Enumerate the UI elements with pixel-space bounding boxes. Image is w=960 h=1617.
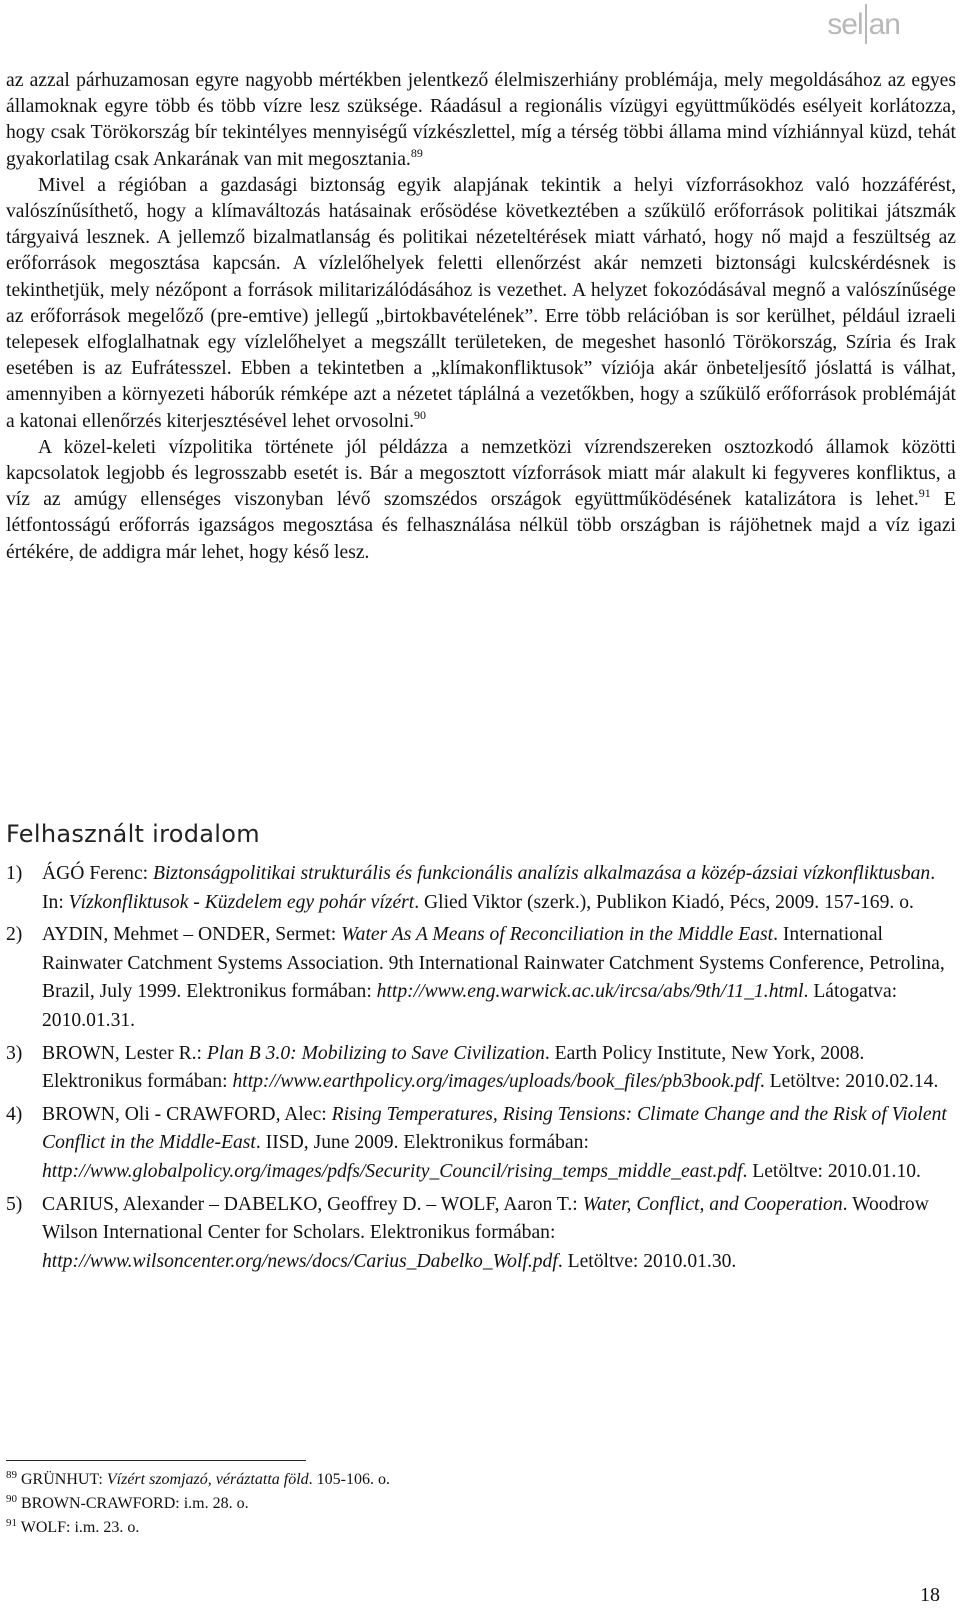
paragraph-2: Mivel a régióban a gazdasági biztonság egyik alapjának tekintik a helyi vízforrásokhoz való hozzáférést, valószínűsíthető, hogy a klímaváltozás hatásainak erősödése következtében a szűkülő erőforrások politikai játszmák tárgyaivá lesznek. A jellemző bizalmatlanság és politikai nézeteltérések miatt várható, hogy nő majd a feszültség az erőforrások megosztása kapcsán. A vízlelőhelyek feletti ellenőrzést akár nemzeti biztonsági kulcskérdésnek is tekinthetjük, mely nézőpont a források militarizálódásához is vezethet. A helyzet fokozódásával megnő a valószínűsége az erőforrások megelőző (pre-emtive) jellegű „birtokbavételének”. Erre több relációban is sor kerülhet, például izraeli telepesek elfoglalhatnak egy vízlelőhelyet a megszállt területeken, de megeshet hasonló Törökország, Szíria és Irak esetében is az Eufrátesszel. Ebben a tekintetben a „klímakonfliktusok” víziója akár önbeteljesítő jóslattá is válhat, amennyiben a környezeti háborúk rémképe azt a nézetet táplálná a vezetőkben, hogy a szűkülő erőforrások problémáját a katonai ellenőrzés kiterjesztésével lehet orvosolni.$^{90}$ <box>6 174 956 432</box>
reference-url[interactable]: http://www.earthpolicy.org/images/uploads/book_files/pb3book.pdf <box>232 1071 760 1093</box>
publisher-logo <box>827 4 900 44</box>
section-title: Felhasznált irodalom <box>6 820 260 848</box>
reference-item: 5) CARIUS, Alexander – DABELKO, Geoffrey D. – WOLF, Aaron T.: Water, Conflict, and Cooperation. Woodrow Wilson International Center for Scholars. Elektronikus formában: http://www.wilsoncenter.org/news/docs/Carius_Dabelko_Wolf.pdf. Letöltve: 2010.01.30. <box>6 1193 929 1272</box>
reference-item: 3) BROWN, Lester R.: Plan B 3.0: Mobilizing to Save Civilization. Earth Policy Institute, New York, 2008. Elektronikus formában: http://www.earthpolicy.org/images/uploads/book_files/pb3book.pdf. Letöltve: 2010.02.14. <box>6 1042 939 1093</box>
paragraph-1: az azzal párhuzamosan egyre nagyobb mértékben jelentkező élelmiszerhiány problémája, mely megoldásához az egyes államoknak egyre több és több vízre lesz szüksége. Ráadásul a regionális vízügyi együttműködés esélyeit korlátozza, hogy csak Törökország bír tekintélyes mennyiségű vízkészlettel, míg a térség többi állama mind vízhiánnyal küzd, tehát gyakorlatilag csak Ankarának van mit megosztania.$^{89}$ <box>6 70 956 170</box>
footnote-ref-89[interactable]: 89 <box>410 145 423 160</box>
body-text <box>6 68 956 566</box>
reference-url[interactable]: http://www.wilsoncenter.org/news/docs/Carius_Dabelko_Wolf.pdf <box>42 1250 558 1272</box>
page-number: 18 <box>920 1584 940 1606</box>
logo-text-left: sel <box>827 8 863 41</box>
footnote-ref-90[interactable]: 90 <box>414 407 427 422</box>
paragraph-3: A közel-keleti vízpolitika története jól példázza a nemzetközi vízrendszereken osztozkodó államok közötti kapcsolatok legjobb és legrosszabb esetét is. Bár a megosztott vízforrások miatt már alakult ki fegyveres konfliktus, a víz az amúgy ellenséges viszonyban lévő szomszédos országok együttműködésének katalizátora is lehet.$^{91}$ E létfontosságú erőforrás igazságos megosztása és felhasználása nélkül több országban is rájöhetnek majd a víz igazi értékére, de addigra már lehet, hogy késő lesz. <box>6 436 957 563</box>
footnote-divider <box>6 1460 306 1461</box>
reference-url[interactable]: http://www.globalpolicy.org/images/pdfs/Security_Council/rising_temps_middle_east.pdf <box>42 1160 743 1182</box>
footnote-item: $^{89}$ GRÜNHUT: Vízért szomjazó, véráztatta föld. 105-106. o. <box>6 1469 390 1488</box>
footnote-item: $^{90}$ BROWN-CRAWFORD: i.m. 28. o. <box>6 1493 249 1512</box>
reference-item: 2) AYDIN, Mehmet – ONDER, Sermet: Water As A Means of Reconciliation in the Middle East. International Rainwater Catchment Systems Association. 9th International Rainwater Catchment Systems Conference, Petrolina, Brazil, July 1999. Elektronikus formában: http://www.eng.warwick.ac.uk/ircsa/abs/9th/11_1.html. Látogatva: 2010.01.31. <box>6 924 945 1031</box>
reference-item: 4) BROWN, Oli - CRAWFORD, Alec: Rising Temperatures, Rising Tensions: Climate Change and the Risk of Violent Conflict in the Middle-East. IISD, June 2009. Elektronikus formában: http://www.globalpolicy.org/images/pdfs/Security_Council/rising_temps_middle_east.pdf. Letöltve: 2010.01.10. <box>6 1103 947 1182</box>
reference-url[interactable]: http://www.eng.warwick.ac.uk/ircsa/abs/9th/11_1.html <box>376 981 804 1003</box>
reference-list <box>6 860 956 1280</box>
logo-text-right: an <box>868 8 900 41</box>
logo-bar <box>865 4 867 44</box>
footnote-item: $^{91}$ WOLF: i.m. 23. o. <box>6 1517 140 1536</box>
footnotes <box>6 1468 390 1540</box>
footnote-ref-91[interactable]: 91 <box>918 486 931 501</box>
reference-item: 1) ÁGÓ Ferenc: Biztonságpolitikai strukturális és funkcionális analízis alkalmazása a közép-ázsiai vízkonfliktusban. In: Vízkonfliktusok - Küzdelem egy pohár vízért. Glied Viktor (szerk.), Publikon Kiadó, Pécs, 2009. 157-169. o. <box>6 863 936 913</box>
